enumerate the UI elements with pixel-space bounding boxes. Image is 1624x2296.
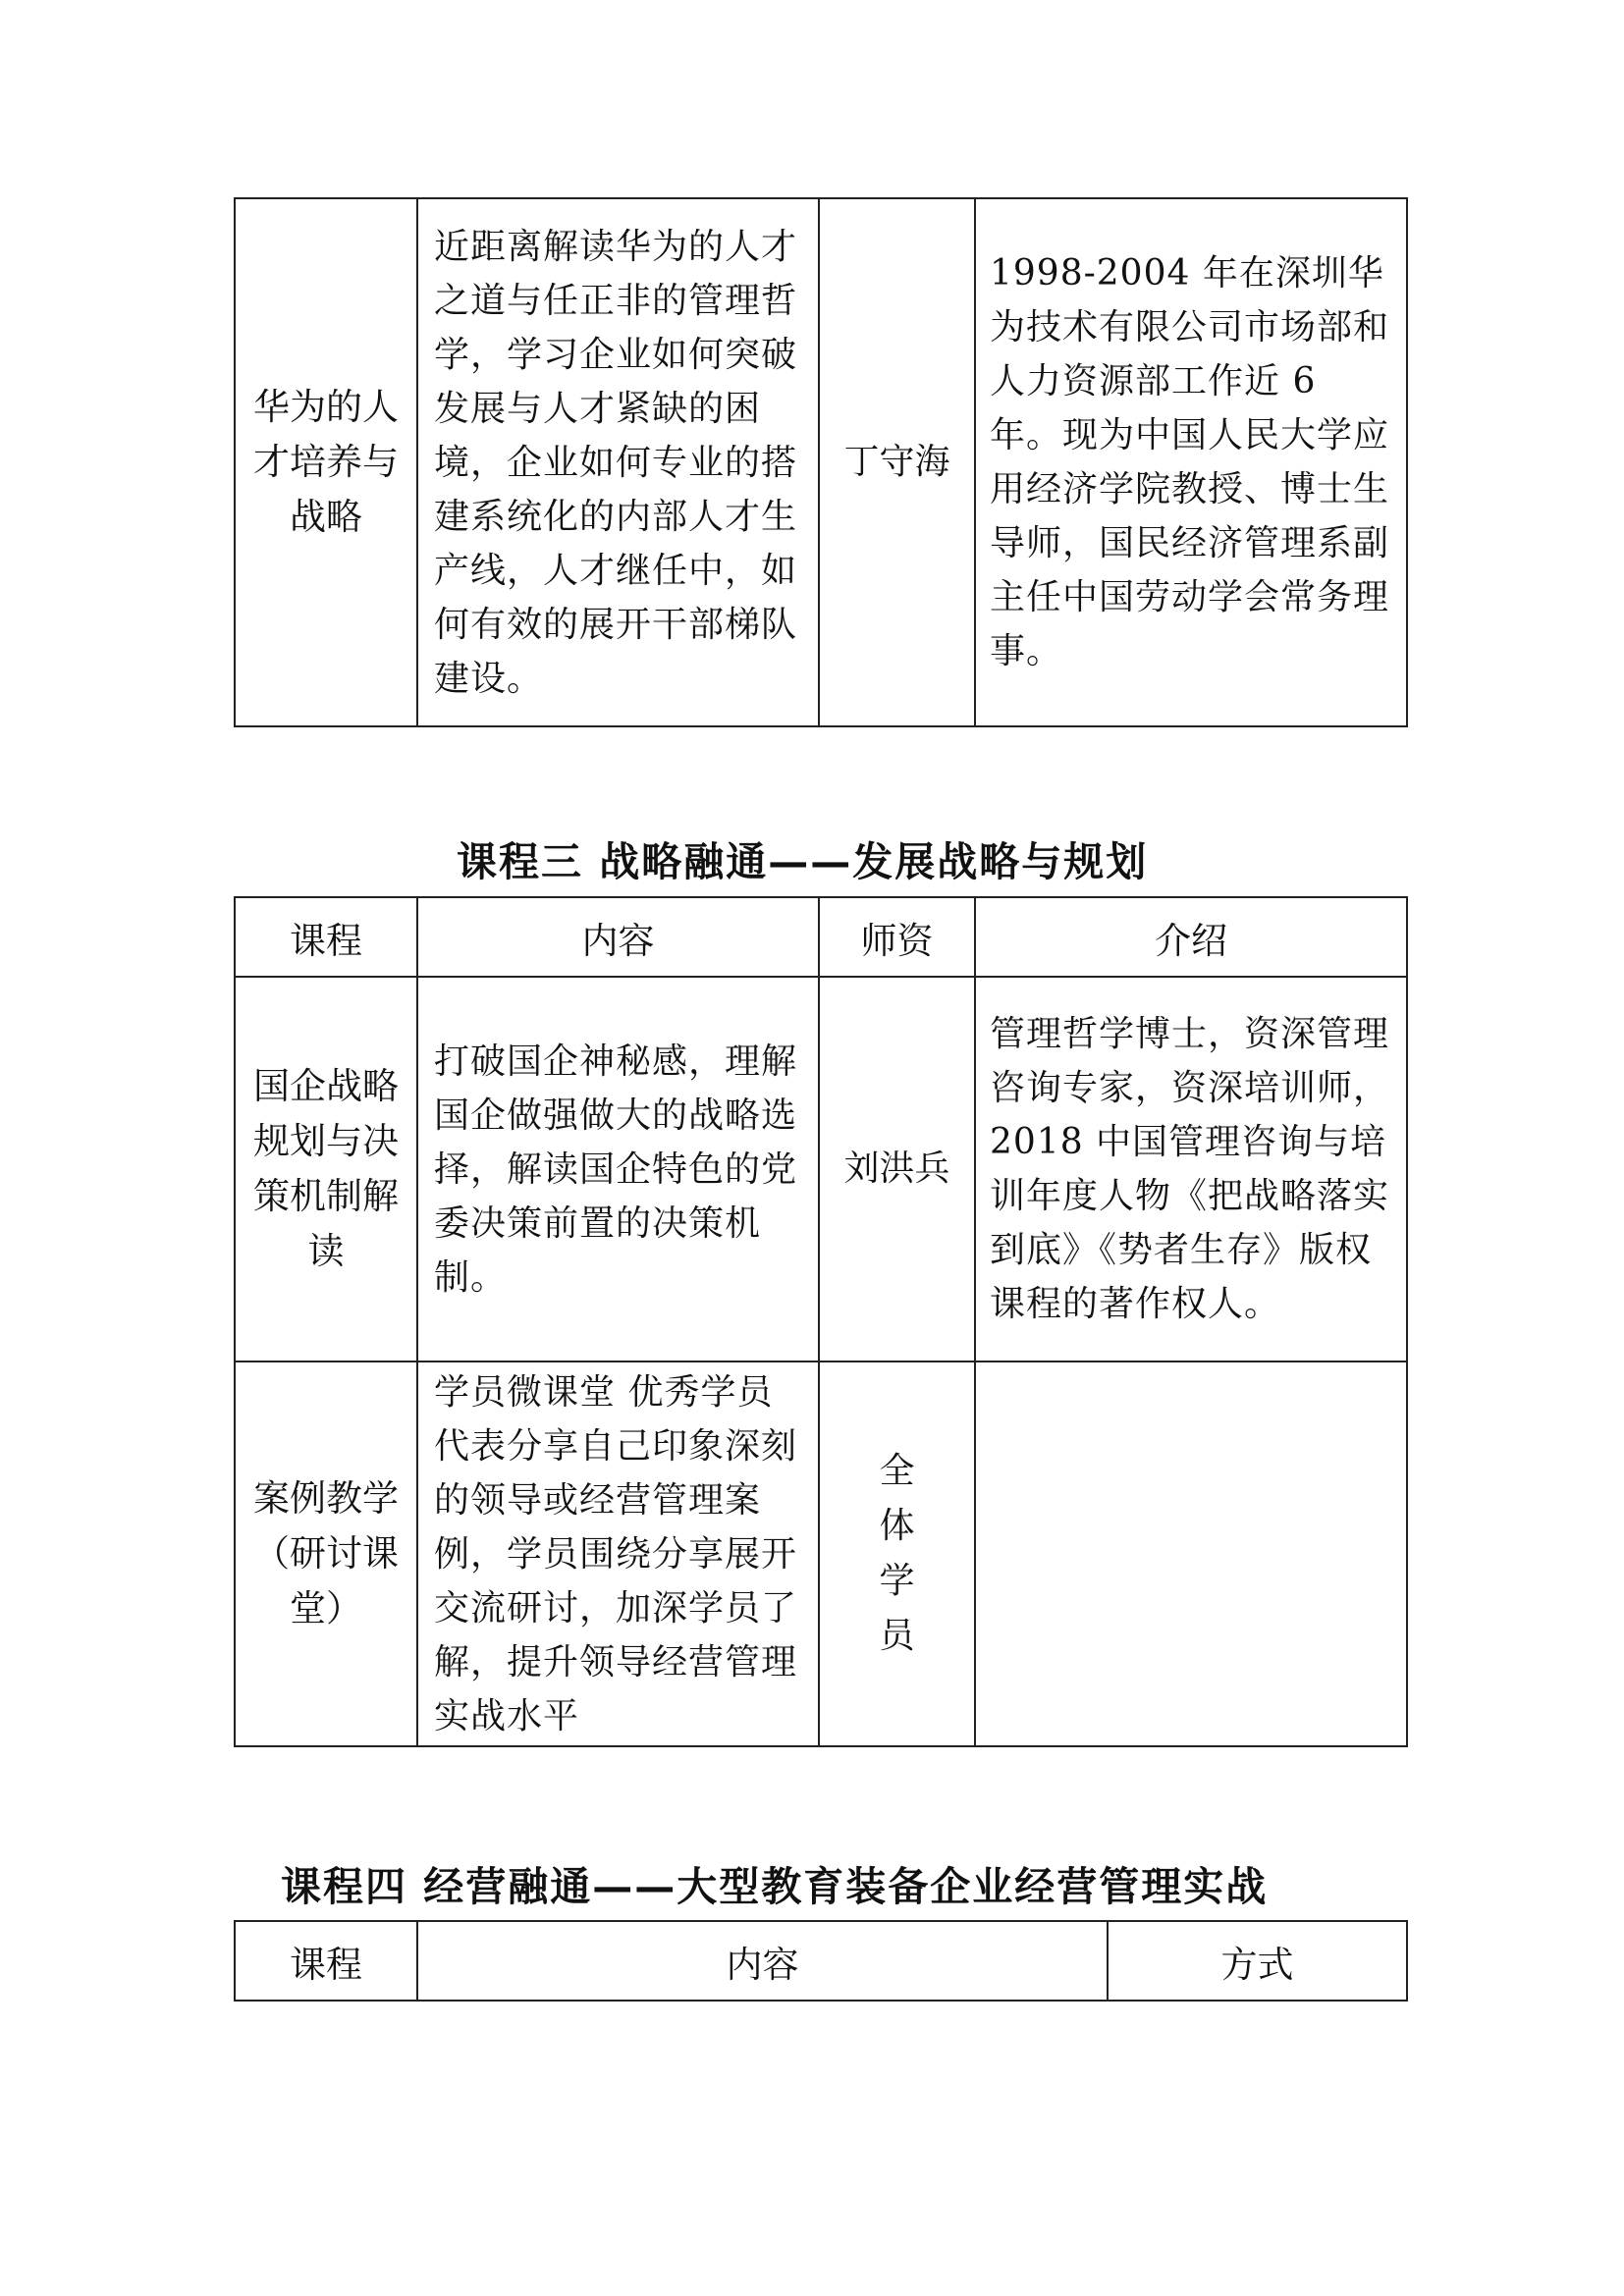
header-content: 内容 — [417, 897, 819, 977]
teacher-intro: 1998-2004 年在深圳华为技术有限公司市场部和人力资源部工作近 6 年。现为中国人民大学应用经济学院教授、博士生导师，国民经济管理系副主任中国劳动学会常务理事。 — [975, 198, 1407, 726]
header-method: 方式 — [1108, 1921, 1407, 2001]
course-name: 国企战略规划与决策机制解读 — [235, 977, 417, 1362]
table-header-row — [235, 897, 1407, 977]
teacher-text: 全体学员 — [879, 1451, 915, 1656]
table-row — [235, 1362, 1407, 1746]
table-header-row — [235, 1921, 1407, 2001]
table-row — [235, 977, 1407, 1362]
course-content: 打破国企神秘感，理解国企做强做大的战略选择，解读国企特色的党委决策前置的决策机制。 — [417, 977, 819, 1362]
header-teacher: 师资 — [819, 897, 975, 977]
course-content: 学员微课堂 优秀学员代表分享自己印象深刻的领导或经营管理案例，学员围绕分享展开交流研讨，加深学员了解，提升领导经营管理实战水平 — [417, 1362, 819, 1746]
teacher-intro: 管理哲学博士，资深管理咨询专家，资深培训师，2018 中国管理咨询与培训年度人物《把战略落实到底》《势者生存》版权课程的著作权人。 — [975, 977, 1407, 1362]
course-content: 近距离解读华为的人才之道与任正非的管理哲学，学习企业如何突破发展与人才紧缺的困境，企业如何专业的搭建系统化的内部人才生产线，人才继任中，如何有效的展开干部梯队建设。 — [417, 198, 819, 726]
section-title: 课程三 战略融通——发展战略与规划 — [457, 838, 1149, 885]
course-table-continued — [234, 197, 1408, 727]
course-name: 华为的人才培养与战略 — [235, 198, 417, 726]
section-title: 课程四 经营融通——大型教育装备企业经营管理实战 — [281, 1863, 1269, 1910]
course-table-3 — [234, 896, 1408, 1747]
course-name: 案例教学（研讨课堂） — [235, 1362, 417, 1746]
course-teacher: 刘洪兵 — [819, 977, 975, 1362]
header-content: 内容 — [417, 1921, 1108, 2001]
header-intro: 介绍 — [975, 897, 1407, 977]
table-row — [235, 198, 1407, 726]
course-teacher: 丁守海 — [819, 198, 975, 726]
teacher-intro — [975, 1362, 1407, 1746]
course-teacher — [819, 1362, 975, 1746]
course-table-4 — [234, 1920, 1408, 2002]
header-course: 课程 — [235, 1921, 417, 2001]
header-course: 课程 — [235, 897, 417, 977]
